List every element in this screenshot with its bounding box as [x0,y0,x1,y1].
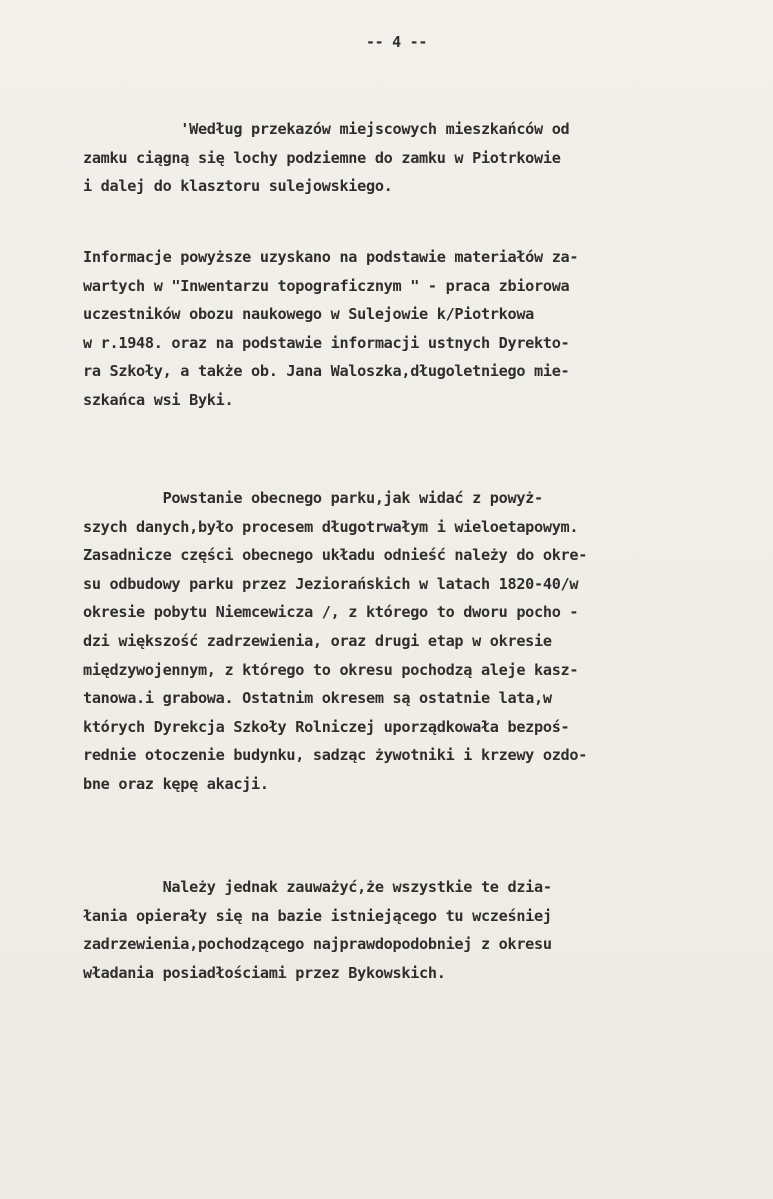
text-line: uczestników obozu naukowego w Sulejowie k/Piotrkowa [83,305,535,324]
text-line: wartych w "Inwentarzu topograficznym " - praca zbiorowa [83,276,570,295]
text-line: których Dyrekcja Szkoły Rolniczej uporządkowała bezpoś- [83,717,570,736]
text-line: międzywojennym, z którego to okresu pochodzą aleje kasz- [83,660,579,679]
paragraph-legend [83,115,723,201]
text-line: tanowa.i grabowa. Ostatnim okresem są ostatnie lata,w [83,689,552,708]
text-line: zadrzewienia,pochodzącego najprawdopodobniej z okresu [83,935,552,954]
text-line: Informacje powyższe uzyskano na podstawie materiałów za- [83,248,579,266]
paragraph-park-history [83,484,723,799]
text-line: w r.1948. oraz na podstawie informacji ustnych Dyrekto- [83,333,570,352]
paragraph-conclusion [83,873,723,987]
text-line: okresie pobytu Niemcewicza /, z którego to dworu pocho - [83,603,579,622]
text-line: szych danych,było procesem długotrwałym i wieloetapowym. [83,517,579,536]
text-line: zamku ciągną się lochy podziemne do zamku w Piotrkowie [83,148,561,167]
text-line: dzi większość zadrzewienia, oraz drugi etap w okresie [83,631,552,650]
text-line: szkańca wsi Byki. [83,390,234,409]
text-line: ra Szkoły, a także ob. Jana Waloszka,długoletniego mie- [83,362,570,381]
text-line: łania opierały się na bazie istniejącego tu wcześniej [83,906,552,925]
paragraph-sources [83,243,723,415]
page-number: -- 4 -- [365,33,428,51]
text-line: Powstanie obecnego parku,jak widać z powyż- [83,489,543,507]
text-line: 'Według przekazów miejscowych mieszkańców od [83,120,570,138]
text-line: bne oraz kępę akacji. [83,774,269,793]
text-line: władania posiadłościami przez Bykowskich. [83,963,446,982]
text-line: Należy jednak zauważyć,że wszystkie te dzia- [83,878,552,896]
text-line: i dalej do klasztoru sulejowskiego. [83,177,393,196]
text-line: rednie otoczenie budynku, sadząc żywotniki i krzewy ozdo- [83,746,588,765]
text-line: Zasadnicze części obecnego układu odnieść należy do okre- [83,546,588,565]
text-line: su odbudowy parku przez Jeziorańskich w latach 1820-40/w [83,574,579,593]
